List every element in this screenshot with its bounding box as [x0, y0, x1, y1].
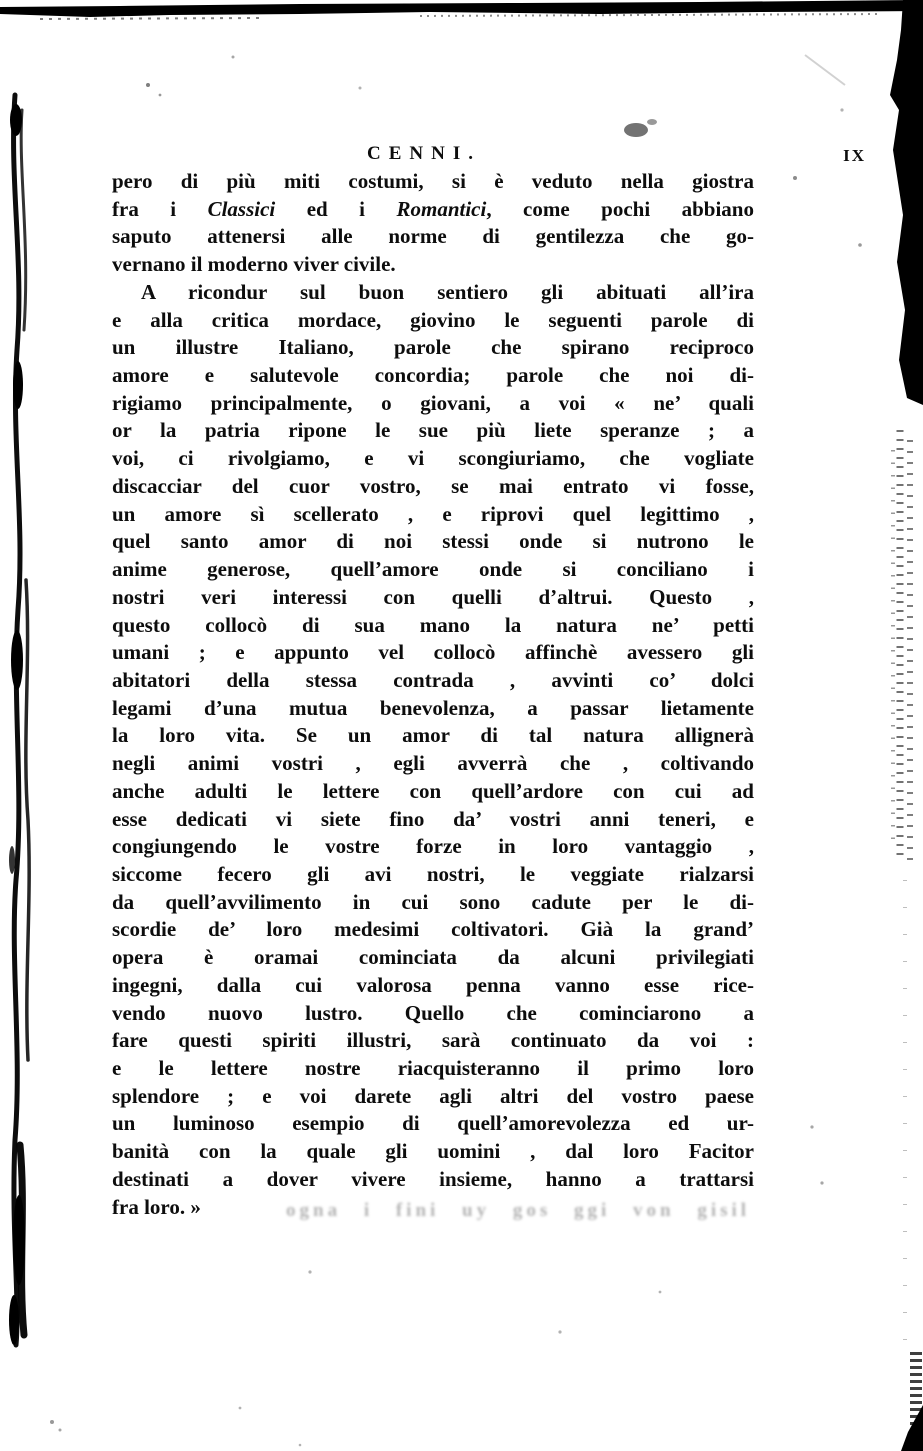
text-line: A ricondur sul buon sentiero gli abituati all’ira	[141, 279, 754, 304]
text-line: e le lettere nostre riacquisteranno il primo loro	[112, 1056, 754, 1080]
header-title: CENNI.	[367, 143, 481, 164]
text-line: amore e salutevole concordia; parole che noi di-	[112, 363, 754, 388]
text-line: voi, ci rivolgiamo, e vi scongiuriamo, che vogliate	[112, 446, 754, 471]
page-number: IX	[843, 146, 866, 165]
text-line: rigiamo principalmente, o giovani, a voi « ne’ quali	[112, 390, 754, 415]
text-line: fra i Classici ed i Romantici, come pochi abbiano	[112, 196, 754, 221]
text-line: fare questi spiriti illustri, sarà continuato da voi :	[112, 1028, 754, 1053]
text-line: opera è oramai cominciata da alcuni privilegiati	[112, 945, 754, 970]
text-line: destinati a dover vivere insieme, hanno a trattarsi	[112, 1166, 754, 1191]
text-line: congiungendo le vostre forze in loro vantaggio ,	[112, 834, 754, 859]
text-line: nostri veri interessi con quelli d’altrui. Questo ,	[112, 584, 754, 609]
text-line: da quell’avvilimento in cui sono cadute per le di-	[112, 889, 754, 914]
text-line: questo collocò di sua mano la natura ne’ petti	[112, 612, 754, 637]
scan-right-edge-blob	[890, 0, 923, 405]
text-line: un illustre Italiano, parole che spirano reciproco	[112, 335, 754, 360]
text-line: vernano il moderno viver civile.	[112, 252, 396, 277]
scan-right-speck-band	[893, 430, 910, 1340]
text-block	[112, 168, 754, 1221]
scan-left-edge-blobs	[9, 104, 25, 1345]
text-line: e alla critica mordace, giovino le seguenti parole di	[112, 307, 754, 332]
text-line: un luminoso esempio di quell’amorevolezza ed ur-	[112, 1111, 754, 1136]
text-line: abitatori della stessa contrada , avvinti co’ dolci	[112, 667, 754, 692]
text-line: pero di più miti costumi, si è veduto nella giostra	[112, 169, 754, 193]
text-line: negli animi vostri , egli avverrà che , coltivando	[112, 751, 754, 776]
text-line: saputo attenersi alle norme di gentilezza che go-	[112, 224, 754, 249]
text-line: discacciar del cuor vostro, se mai entrato vi fosse,	[112, 473, 754, 498]
scan-bottom-right-blob	[901, 1352, 923, 1451]
text-line: ingegni, dalla cui valorosa penna vanno esse rice-	[112, 972, 754, 997]
text-line: fra loro. »	[112, 1194, 201, 1219]
text-line: un amore sì scellerato , e riprovi quel legittimo ,	[112, 501, 754, 526]
scan-left-edge-streak	[14, 95, 30, 1345]
text-line: anime generose, quell’amore onde si conciliano i	[112, 557, 754, 582]
text-line: la loro vita. Se un amor di tal natura allignerà	[112, 723, 754, 748]
text-line: umani ; e appunto vel collocò affinchè avessero gli	[112, 640, 754, 665]
text-line: quel santo amor di noi stessi onde si nutrono le	[112, 529, 754, 554]
text-line: banità con la quale gli uomini , dal loro Facitor	[112, 1139, 754, 1164]
text-line: vendo nuovo lustro. Quello che cominciarono a	[112, 1000, 754, 1025]
text-line: esse dedicati vi siete fino da’ vostri anni teneri, e	[112, 806, 754, 831]
text-line: anche adulti le lettere con quell’ardore con cui ad	[112, 778, 754, 803]
text-line: or la patria ripone le sue più liete speranze ; a	[112, 418, 754, 443]
text-line: legami d’una mutua benevolenza, a passar lietamente	[112, 695, 754, 720]
show-through-ghost-text: ogna i fini uy gos ggi von gisil	[286, 1200, 751, 1221]
text-line: scordie de’ loro medesimi coltivatori. Già la grand’	[112, 917, 754, 942]
running-header	[112, 143, 866, 169]
text-line: splendore ; e voi darete agli altri del vostro paese	[112, 1083, 754, 1108]
scan-top-band	[0, 0, 923, 17]
text-line: siccome fecero gli avi nostri, le veggiate rialzarsi	[112, 861, 754, 886]
